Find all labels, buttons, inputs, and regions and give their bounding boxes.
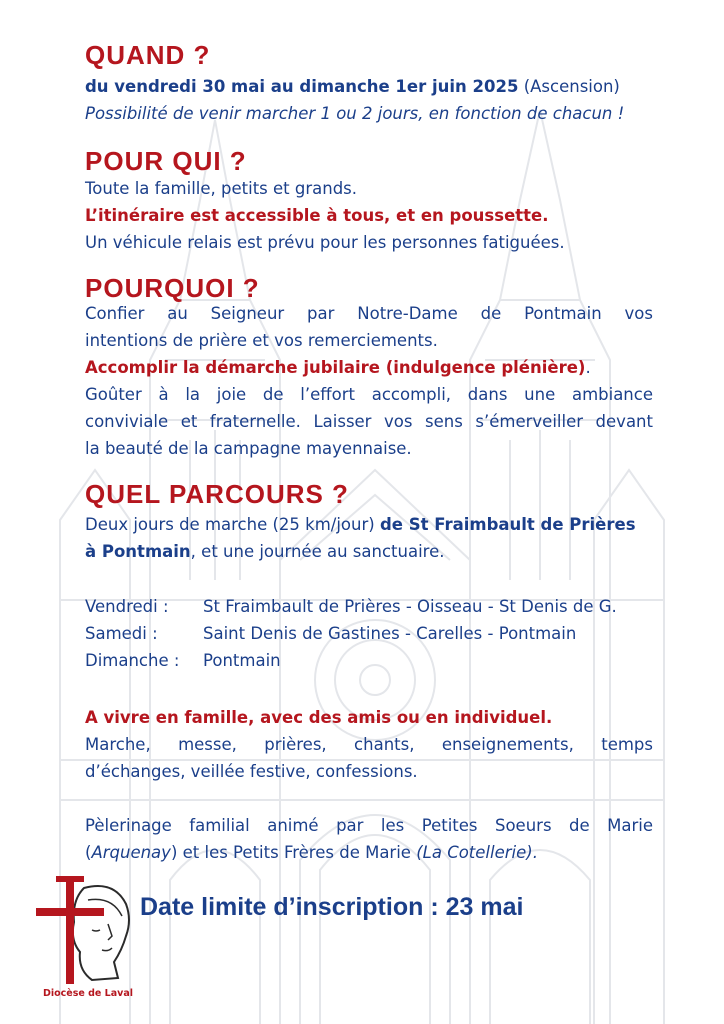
- pour-qui-heading: POUR QUI ?: [85, 146, 247, 176]
- schedule-day-friday: Vendredi :: [85, 597, 169, 616]
- parcours-activities1: Marche, messe, prières, chants, enseignements, temps: [85, 735, 653, 754]
- schedule-route-friday: St Fraimbault de Prières - Oisseau - St Denis de G.: [203, 597, 617, 616]
- pour-qui-line2: L’itinéraire est accessible à tous, et en poussette.: [85, 206, 549, 225]
- parcours-pilgrimage1: Pèlerinage familial animé par les Petites Soeurs de Marie: [85, 816, 653, 835]
- pourquoi-line1: Confier au Seigneur par Notre-Dame de Pontmain vos: [85, 304, 653, 323]
- quand-note: Possibilité de venir marcher 1 ou 2 jours, en fonction de chacun !: [85, 104, 625, 123]
- diocese-caption: Diocèse de Laval: [42, 988, 134, 999]
- pilgrimage2-arquenay: Arquenay: [91, 843, 171, 862]
- pilgrimage2-middle: ) et les Petits Frères de Marie: [170, 843, 417, 862]
- pour-qui-line1: Toute la famille, petits et grands.: [85, 179, 358, 198]
- pourquoi-line5: conviviale et fraternelle. Laisser vos sens s’émerveiller devant: [85, 412, 653, 431]
- pourquoi-line2: intentions de prière et vos remerciements.: [85, 331, 438, 350]
- parcours-line2-bold: à Pontmain: [85, 542, 191, 561]
- pourquoi-line4: Goûter à la joie de l’effort accompli, dans une ambiance: [85, 385, 653, 404]
- pilgrimage2-cotellerie: (La Cotellerie).: [416, 843, 538, 862]
- parcours-pilgrimage2: [85, 840, 653, 865]
- parcours-line1-start: Deux jours de marche (25 km/jour): [85, 515, 380, 534]
- quand-occasion: (Ascension): [523, 77, 620, 96]
- schedule-day-saturday: Samedi :: [85, 624, 158, 643]
- pour-qui-line3: Un véhicule relais est prévu pour les personnes fatiguées.: [85, 233, 565, 252]
- parcours-highlight: A vivre en famille, avec des amis ou en individuel.: [85, 708, 553, 727]
- quand-dates-line: [85, 74, 653, 99]
- quand-heading: QUAND ?: [85, 40, 211, 70]
- parcours-line2-end: , et une journée au sanctuaire.: [190, 542, 445, 561]
- parcours-line1-bold: de St Fraimbault de Prières: [379, 515, 636, 534]
- pourquoi-line6: la beauté de la campagne mayennaise.: [85, 439, 412, 458]
- registration-deadline: Date limite d’inscription : 23 mai: [140, 893, 524, 921]
- parcours-line2: [85, 539, 653, 564]
- pourquoi-jubilee: Accomplir la démarche jubilaire (indulgence plénière): [85, 358, 586, 377]
- schedule-route-sunday: Pontmain: [203, 651, 281, 670]
- pourquoi-jubilee-period: .: [585, 358, 591, 377]
- schedule-day-sunday: Dimanche :: [85, 651, 180, 670]
- pilgrimage2-open: (: [85, 843, 92, 862]
- quand-dates: du vendredi 30 mai au dimanche 1er juin 2025: [85, 77, 519, 96]
- parcours-activities2: d’échanges, veillée festive, confessions.: [85, 762, 418, 781]
- schedule-route-saturday: Saint Denis de Gastines - Carelles - Pontmain: [203, 624, 577, 643]
- parcours-line1: [85, 512, 653, 537]
- parcours-heading: QUEL PARCOURS ?: [85, 479, 349, 509]
- pourquoi-heading: POURQUOI ?: [85, 273, 260, 303]
- pourquoi-line3-wrap: [85, 355, 653, 380]
